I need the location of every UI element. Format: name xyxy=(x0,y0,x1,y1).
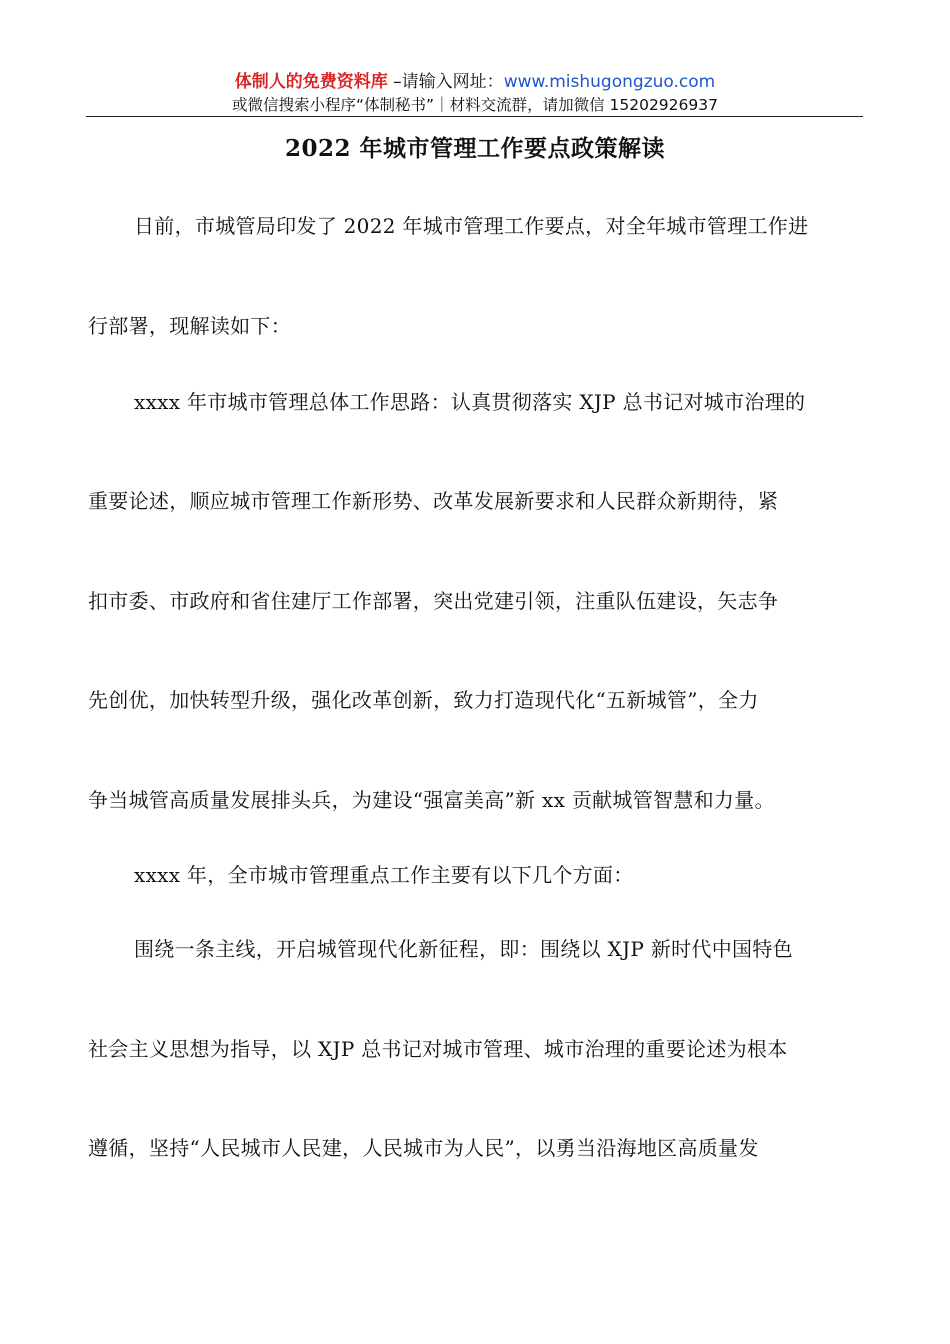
paragraph-line: 社会主义思想为指导，以 XJP 总书记对城市管理、城市治理的重要论述为根本 xyxy=(88,1037,788,1061)
paragraph-line: 遵循，坚持“人民城市人民建，人民城市为人民”，以勇当沿海地区高质量发 xyxy=(88,1136,759,1160)
document-title: 2022 年城市管理工作要点政策解读 xyxy=(284,135,666,162)
paragraph-line: xxxx 年市城市管理总体工作思路：认真贯彻落实 XJP 总书记对城市治理的 xyxy=(134,390,806,414)
paragraph-line: 扣市委、市政府和省住建厅工作部署，突出党建引领，注重队伍建设，矢志争 xyxy=(88,589,779,613)
brand-name: 体制人的免费资料库 xyxy=(234,72,388,92)
paragraph-line: 争当城管高质量发展排头兵，为建设“强富美高”新 xx 贡献城管智慧和力量。 xyxy=(88,788,775,812)
paragraph-line: 重要论述，顺应城市管理工作新形势、改革发展新要求和人民群众新期待，紧 xyxy=(88,489,779,513)
wechat-contact: 或微信搜索小程序“体制秘书”｜材料交流群，请加微信 15202926937 xyxy=(232,96,718,114)
header-divider xyxy=(86,116,863,117)
paragraph-line: 围绕一条主线，开启城管现代化新征程，即：围绕以 XJP 新时代中国特色 xyxy=(134,937,793,961)
paragraph-line: 日前，市城管局印发了 2022 年城市管理工作要点，对全年城市管理工作进 xyxy=(134,214,809,238)
header-banner xyxy=(0,70,950,94)
page-header xyxy=(0,70,950,116)
paragraph-line: xxxx 年，全市城市管理重点工作主要有以下几个方面： xyxy=(134,863,634,887)
website-link[interactable]: www.mishugongzuo.com xyxy=(503,72,716,92)
url-prompt: –请输入网址： xyxy=(387,72,504,92)
paragraph-line: 行部署，现解读如下： xyxy=(88,314,291,338)
paragraph-line: 先创优，加快转型升级，强化改革创新，致力打造现代化“五新城管”，全力 xyxy=(88,688,759,712)
